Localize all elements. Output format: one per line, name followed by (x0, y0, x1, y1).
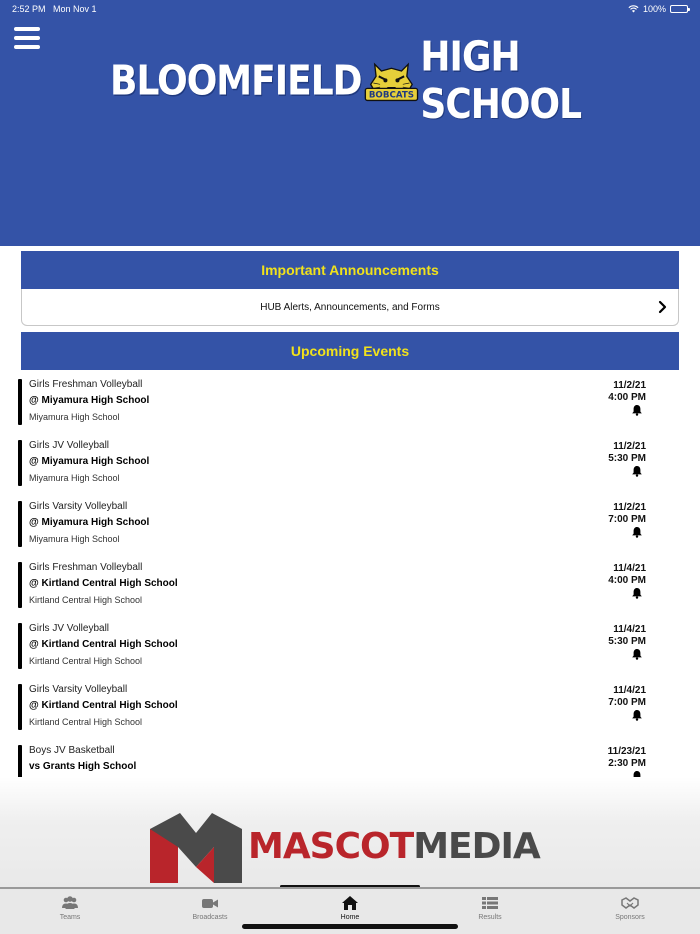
event-location: Miyamura High School (29, 473, 120, 483)
list-icon (481, 895, 499, 911)
bobcat-mascot-icon (360, 50, 423, 112)
event-opponent: @ Kirtland Central High School (29, 639, 178, 650)
bell-icon[interactable] (631, 526, 643, 538)
event-location: Miyamura High School (29, 412, 120, 422)
event-location: Kirtland Central High School (29, 656, 143, 666)
status-clock: 2:52 PM (12, 4, 46, 14)
handshake-icon (621, 895, 639, 911)
status-date: Mon Nov 1 (53, 4, 97, 14)
event-date: 11/23/21 (607, 746, 646, 757)
sponsor-logo (150, 792, 550, 872)
battery-icon (670, 5, 688, 13)
event-date: 11/4/21 (613, 685, 646, 696)
chevron-right-icon (654, 299, 670, 315)
event-row[interactable] (0, 741, 700, 780)
event-time: 4:00 PM (608, 392, 646, 403)
event-opponent: @ Miyamura High School (29, 517, 150, 528)
tab-results[interactable] (450, 895, 530, 929)
event-divider (18, 440, 22, 486)
status-bar (0, 0, 700, 18)
event-opponent: @ Miyamura High School (29, 395, 150, 406)
event-time: 2:30 PM (608, 758, 646, 769)
event-date: 11/2/21 (613, 380, 646, 391)
sponsor-banner[interactable] (0, 777, 700, 887)
event-sport: Girls JV Volleyball (29, 440, 110, 451)
event-sport: Boys JV Basketball (29, 745, 115, 756)
event-divider (18, 501, 22, 547)
event-row[interactable] (0, 680, 700, 736)
bell-icon[interactable] (631, 587, 643, 599)
event-sport: Girls Varsity Volleyball (29, 684, 128, 695)
status-indicators (628, 4, 688, 14)
event-divider (18, 623, 22, 669)
tab-teams[interactable] (30, 895, 110, 929)
school-name-left: BLOOMFIELD (110, 57, 362, 105)
upcoming-events-title: Upcoming Events (290, 343, 410, 359)
bell-icon[interactable] (631, 465, 643, 477)
tab-sponsors[interactable] (590, 895, 670, 929)
hamburger-menu-icon[interactable] (14, 27, 40, 49)
event-divider (18, 684, 22, 730)
event-sport: Girls JV Volleyball (29, 623, 110, 634)
event-row[interactable] (0, 497, 700, 553)
event-time: 5:30 PM (608, 636, 646, 647)
hub-alerts-label: HUB Alerts, Announcements, and Forms (260, 301, 440, 313)
event-divider (18, 379, 22, 425)
event-opponent: @ Kirtland Central High School (29, 700, 178, 711)
tab-broadcasts[interactable] (170, 895, 250, 929)
bell-icon[interactable] (631, 648, 643, 660)
sponsor-name-part2: MEDIA (413, 826, 540, 867)
event-sport: Girls Varsity Volleyball (29, 501, 128, 512)
home-icon (341, 895, 359, 911)
announcements-title: Important Announcements (261, 262, 439, 278)
event-sport: Girls Freshman Volleyball (29, 379, 143, 390)
tab-results-label: Results (478, 914, 502, 921)
sponsor-name (248, 826, 540, 867)
bell-icon[interactable] (631, 709, 643, 721)
event-location: Kirtland Central High School (29, 595, 143, 605)
event-divider (18, 745, 22, 780)
event-opponent: @ Miyamura High School (29, 456, 150, 467)
home-indicator (242, 924, 458, 929)
event-location: Kirtland Central High School (29, 717, 143, 727)
school-name-right: HIGH SCHOOL (420, 33, 582, 129)
wifi-icon (628, 5, 639, 13)
tab-home-label: Home (340, 914, 360, 921)
event-opponent: @ Kirtland Central High School (29, 578, 178, 589)
event-time: 7:00 PM (608, 514, 646, 525)
bell-icon[interactable] (631, 404, 643, 416)
event-date: 11/4/21 (613, 563, 646, 574)
event-divider (18, 562, 22, 608)
event-row[interactable] (0, 558, 700, 614)
event-opponent: vs Grants High School (29, 761, 137, 772)
event-row[interactable] (0, 619, 700, 675)
sponsor-name-part1: MASCOT (248, 826, 414, 867)
events-list[interactable] (0, 375, 700, 780)
event-date: 11/2/21 (613, 502, 646, 513)
event-date: 11/2/21 (613, 441, 646, 452)
tab-broadcasts-label: Broadcasts (192, 914, 228, 921)
teams-icon (61, 895, 79, 911)
tab-teams-label: Teams (59, 914, 81, 921)
event-sport: Girls Freshman Volleyball (29, 562, 143, 573)
event-location: Miyamura High School (29, 534, 120, 544)
event-time: 5:30 PM (608, 453, 646, 464)
video-camera-icon (201, 895, 219, 911)
battery-percent: 100% (642, 4, 666, 14)
status-time (12, 4, 97, 14)
hub-alerts-link[interactable] (21, 289, 679, 326)
upcoming-events-header (21, 332, 679, 370)
announcements-header (21, 251, 679, 289)
event-time: 7:00 PM (608, 697, 646, 708)
app-header (0, 0, 700, 246)
school-logo (110, 33, 602, 129)
event-time: 4:00 PM (608, 575, 646, 586)
event-date: 11/4/21 (613, 624, 646, 635)
tab-sponsors-label: Sponsors (615, 914, 645, 921)
mascot-media-logo-icon (150, 807, 242, 885)
event-row[interactable] (0, 436, 700, 492)
mascot-label: BOBCATS (368, 90, 414, 101)
event-row[interactable] (0, 375, 700, 431)
